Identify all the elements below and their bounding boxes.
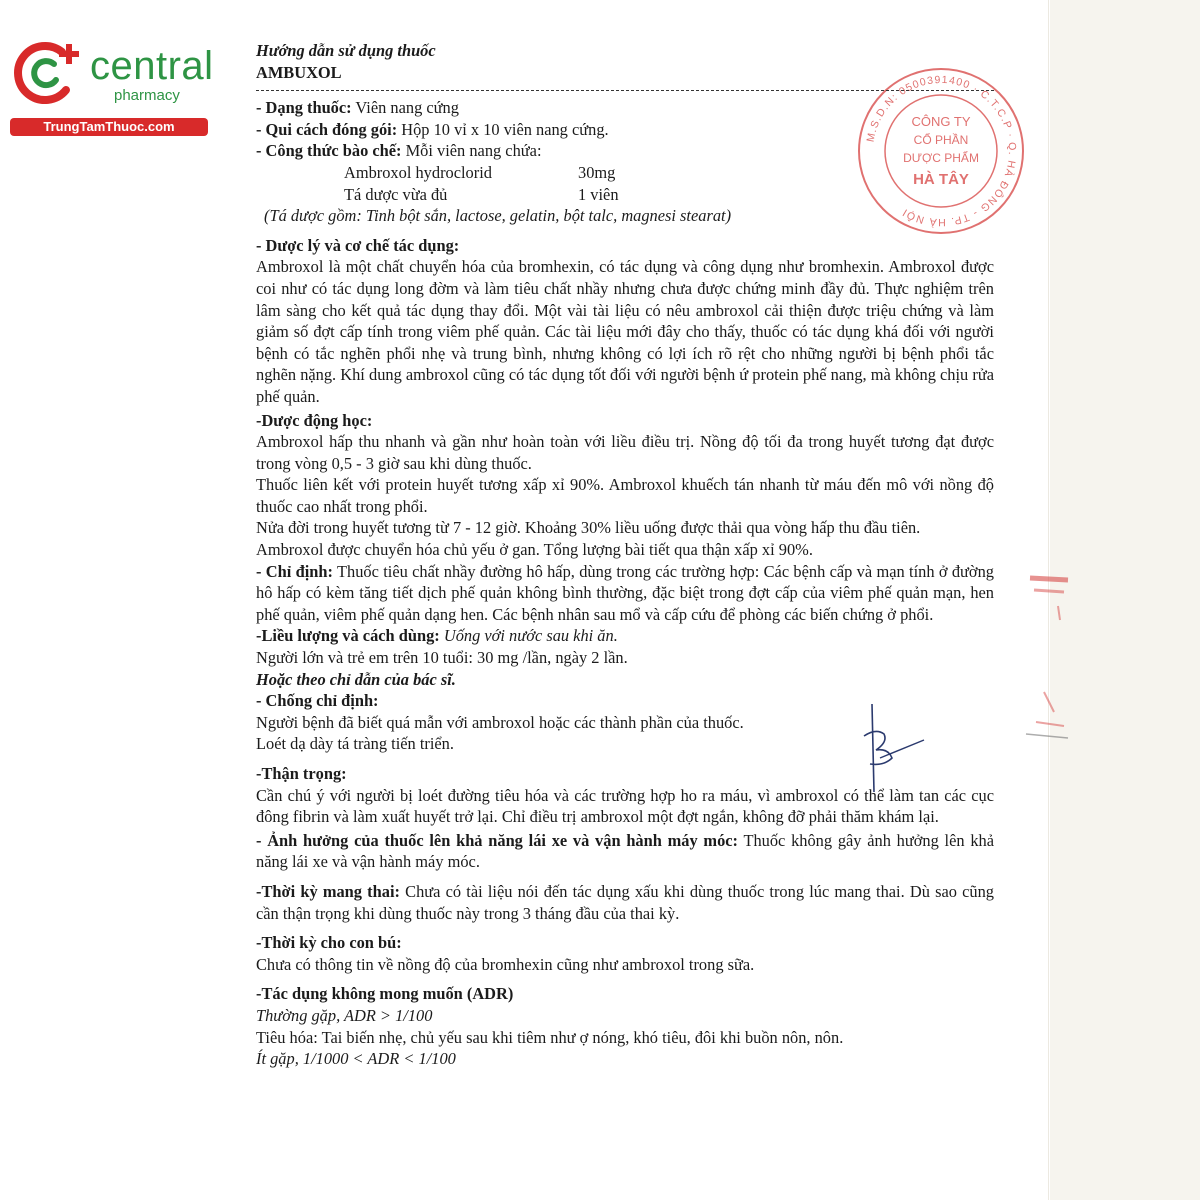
- pharmacokinetics-paragraph: Nửa đời trong huyết tương từ 7 - 12 giờ. Khoảng 30% liều uống được thải qua vòng hấp thu đầu tiên.: [256, 518, 921, 538]
- medical-cross-logo-icon: [10, 38, 90, 113]
- dosage: -Liều lượng và cách dùng: Uống với nước sau khi ăn.: [256, 626, 618, 646]
- stamp-line-2: CỔ PHẦN: [913, 133, 969, 147]
- stamp-line-1: CÔNG TY: [911, 114, 971, 129]
- precautions-title: -Thận trọng:: [256, 764, 347, 783]
- adr-title: -Tác dụng không mong muốn (ADR): [256, 984, 514, 1004]
- logo-name: central: [90, 44, 214, 88]
- pharmacokinetics-paragraph: Thuốc liên kết với protein huyết tương xấp xỉ 90%. Ambroxol khuếch tán nhanh từ máu đến mô với nồng độ thuốc cao nhất trong phổi.: [256, 475, 994, 516]
- contraindication-line: Loét dạ dày tá tràng tiến triển.: [256, 734, 454, 754]
- pharmacology-title: - Dược lý và cơ chế tác dụng:: [256, 235, 460, 255]
- lactation-title: -Thời kỳ cho con bú:: [256, 933, 402, 953]
- edge-stamp-marks: [1024, 572, 1074, 742]
- dosage-doctor-note: Hoặc theo chỉ dẫn của bác sĩ.: [256, 669, 456, 689]
- stamp-line-3: DƯỢC PHẨM: [903, 151, 979, 165]
- pharmacokinetics-title: -Dược động học:: [256, 410, 373, 430]
- pharmacology-text: Ambroxol là một chất chuyển hóa của bromhexin, có tác dụng và công dụng như bromhexin. Ambroxol được coi như có tác dụng long đờm và làm tiêu chất nhầy nhưng chưa được chứng minh đầy đủ. Thực nghiệm trên lâm sàng cho kết quả tác dụng thay đổi. Một vài tài liệu có nêu ambroxol cải thiện được triệu chứng và làm giảm số đợt cấp tính trong viêm phế quản. Các tài liệu mới đây cho thấy, thuốc có tác dụng khá đối với người bệnh có tắc nghẽn phổi nhẹ và trung bình, nhưng không có lợi ích rõ rệt cho những người bị bệnh phổi tắc nghẽn nặng. Khí dung ambroxol cũng có tác dụng tốt đối với người bệnh ứ protein phế nang, mà không chịu rửa phế quản.: [256, 257, 994, 406]
- pharmacy-logo[interactable]: [10, 38, 215, 138]
- instructions-document: [256, 40, 994, 1070]
- formula-row: Ambroxol hydroclorid 30mg: [344, 162, 616, 182]
- contraindication-line: Người bệnh đã biết quá mẫn với ambroxol hoặc các thành phần của thuốc.: [256, 712, 744, 732]
- pregnancy: -Thời kỳ mang thai: Chưa có tài liệu nói đến tác dụng xấu khi dùng thuốc trong lúc mang thai. Dù sao cũng cần thận trọng khi dùng thuốc này trong 3 tháng đầu của thai kỳ.: [256, 881, 994, 923]
- dosage-adult: Người lớn và trẻ em trên 10 tuổi: 30 mg /lần, ngày 2 lần.: [256, 648, 628, 668]
- precautions-text: Cần chú ý với người bị loét đường tiêu hóa và các trường hợp ho ra máu, vì ambroxol có thể làm tan các cục đông fibrin và làm xuất huyết trở lại. Chỉ điều trị ambroxol một đợt ngắn, không đỡ phải thăm khám lại.: [256, 785, 994, 827]
- indications: - Chỉ định: Thuốc tiêu chất nhầy đường hô hấp, dùng trong các trường hợp: Các bệnh cấp và mạn tính ở đường hô hấp có kèm tăng tiết dịch phế quản không bình thường, đặc biệt trong đợt cấp của viêm phế quản mạn, hen phế quản, viêm phế quản dạng hen. Các bệnh nhân sau mổ và cấp cứu để phòng các biến chứng ở phổi.: [256, 561, 994, 624]
- adr-common: Thường gặp, ADR > 1/100: [256, 1005, 433, 1025]
- stamp-line-4: HÀ TÂY: [913, 171, 969, 188]
- pharmacokinetics-paragraph: Ambroxol hấp thu nhanh và gần như hoàn toàn với liều điều trị. Nồng độ tối đa trong huyết tương đạt được trong vòng 0,5 - 3 giờ sau khi dùng thuốc.: [256, 432, 994, 473]
- logo-url[interactable]: TrungTamThuoc.com: [10, 118, 208, 136]
- drug-name: AMBUXOL: [256, 62, 342, 82]
- contraindications-title: - Chống chỉ định:: [256, 691, 379, 711]
- driving-effects: - Ảnh hưởng của thuốc lên khả năng lái xe và vận hành máy móc: Thuốc không gây ảnh hưởng lên khả năng lái xe và vận hành máy móc.: [256, 830, 994, 872]
- excipients-note: (Tá dược gồm: Tinh bột sắn, lactose, gelatin, bột talc, magnesi stearat): [264, 206, 732, 226]
- document-heading: Hướng dẫn sử dụng thuốc: [256, 41, 436, 60]
- adr-gi: Tiêu hóa: Tai biến nhẹ, chủ yếu sau khi tiêm như ợ nóng, khó tiêu, đôi khi buồn nôn, nôn.: [256, 1027, 844, 1047]
- pharmacokinetics-paragraph: Ambroxol được chuyển hóa chủ yếu ở gan. Tổng lượng bài tiết qua thận xấp xỉ 90%.: [256, 540, 813, 560]
- lactation-text: Chưa có thông tin về nồng độ của bromhexin cũng như ambroxol trong sữa.: [256, 954, 755, 974]
- stamp-ring-text: M.S.D.N: 0500391400 ∙ C.T.C.P ∙ Q. HÀ ĐÔNG - TP. HÀ NỘI: [864, 73, 1019, 229]
- dosage-form: - Dạng thuốc: Viên nang cứng: [256, 98, 459, 118]
- formula-row: Tá dược vừa đủ 1 viên: [344, 184, 619, 204]
- adr-uncommon: Ít gặp, 1/1000 < ADR < 1/100: [256, 1049, 456, 1069]
- divider: [256, 90, 994, 91]
- packaging: - Qui cách đóng gói: Hộp 10 vỉ x 10 viên nang cứng.: [256, 119, 609, 139]
- formula: - Công thức bào chế: Mỗi viên nang chứa:: [256, 141, 542, 161]
- logo-subtitle: pharmacy: [114, 87, 180, 104]
